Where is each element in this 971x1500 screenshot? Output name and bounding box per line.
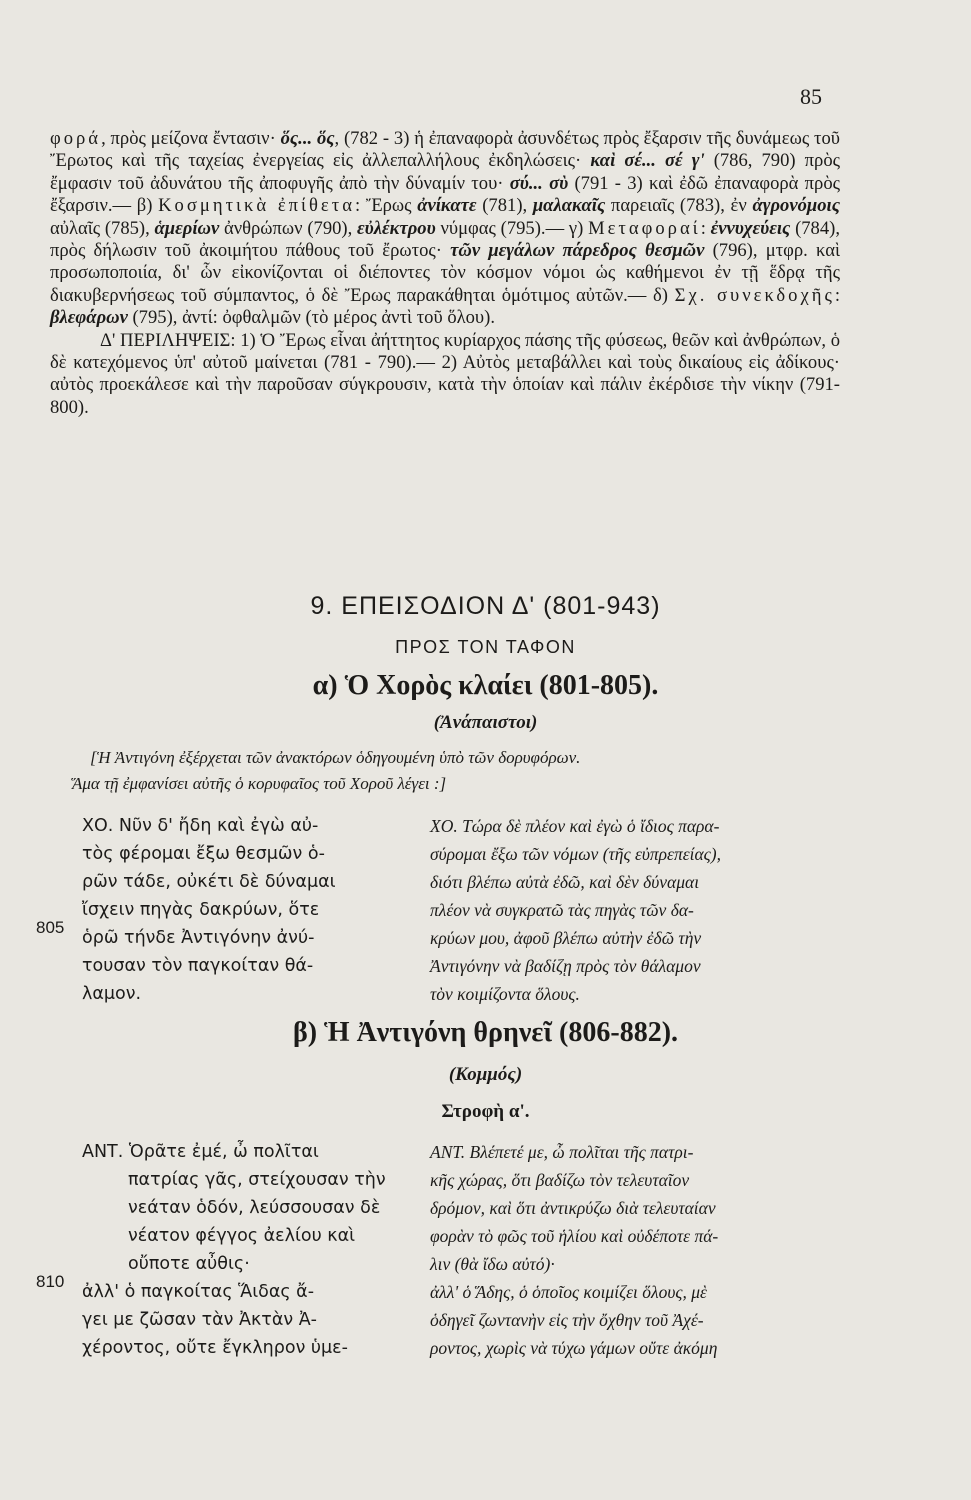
translation-line: λιν (θὰ ἴδω αὐτό)· — [430, 1254, 555, 1274]
translation-line: δρόμον, καὶ ὅτι ἀντικρύζω διὰ τελευταίαν — [430, 1198, 716, 1218]
quoted-term: ἀγρονόμοις — [752, 195, 840, 217]
translation-line: ὁδηγεῖ ζωντανὴν εἰς τὴν ὄχθην τοῦ Ἀχέ- — [430, 1310, 704, 1330]
commentary-text: (795), ἀντί: ὀφθαλμῶν (τὸ μέρος ἀντὶ τοῦ ὅλου). — [127, 307, 495, 329]
verse-line: ἀλλ' ὁ παγκοίτας Ἅιδας ἄ- — [82, 1282, 315, 1302]
verse-line: πατρίας γᾶς, στείχουσαν τὴν — [128, 1170, 386, 1190]
quoted-term: τῶν μεγάλων πάρεδρος θεσμῶν — [450, 240, 705, 262]
verse-line: ΧΟ. Νῦν δ' ἤδη καὶ ἐγὼ αὐ- — [82, 816, 319, 836]
spaced-term: Κοσμητικὰ ἐπίθετα — [158, 195, 355, 217]
translation-line: ἀλλ' ὁ Ἅδης, ὁ ὁποῖος κοιμίζει ὅλους, μὲ — [430, 1282, 707, 1302]
verse-line: νέατον φέγγος ἀελίου καὶ — [128, 1226, 356, 1246]
commentary-paragraph-figures — [50, 128, 840, 330]
commentary-text: : Ἔρως — [354, 195, 418, 217]
verse-line: οὔποτε αὖθις· — [128, 1254, 250, 1274]
stage-direction-line: Ἅμα τῇ ἐμφανίσει αὐτῆς ὁ κορυφαῖος τοῦ Χοροῦ λέγει :] — [72, 774, 447, 793]
translation-line: σύρομαι ἔξω τῶν νόμων (τῆς εὐπρεπείας), — [430, 844, 721, 864]
commentary-block — [50, 128, 840, 419]
translation-line: ΑΝΤ. Βλέπετέ με, ὦ πολῖται τῆς πατρι- — [430, 1142, 694, 1162]
quoted-term: βλεφάρων — [50, 307, 128, 329]
greek-text-section-a — [82, 812, 402, 1008]
commentary-text: , (782 - 3) ἡ ἐπαναφορὰ ἀσυνδέτως πρὸς ἔξαρσιν τῆς δυνάμεως τοῦ Ἔρωτος καὶ τῆς ταχείας ἐνεργείας εἰς ἀλλεπαλλήλους ἐκδηλώσεις· — [50, 128, 840, 172]
commentary-text: (791 - 3) καὶ ἐδῶ ἐπαναφορὰ πρὸς ἔξαρσιν.— β) — [50, 172, 840, 217]
section-b-heading: β) Ἡ Ἀντιγόνη θρηνεῖ (806-882). — [292, 1017, 679, 1048]
verse-line: ΑΝΤ. Ὁρᾶτε ἐμέ, ὦ πολῖται — [82, 1142, 319, 1162]
verse-line: ὁρῶ τήνδε Ἀντιγόνην ἀνύ- — [82, 928, 315, 948]
verse-line: τουσαν τὸν παγκοίταν θά- — [82, 956, 314, 976]
page-number: 85 — [800, 84, 822, 109]
commentary-text: αὐλαῖς (785), — [50, 217, 155, 239]
scene-title: 9. ΕΠΕΙΣΟΔΙΟΝ Δ' (801-943) — [310, 592, 661, 620]
greek-text-section-b — [82, 1138, 402, 1362]
verse-line: ἴσχειν πηγὰς δακρύων, ὅτε — [82, 900, 320, 920]
translation-line: φορὰν τὸ φῶς τοῦ ἡλίου καὶ οὐδέποτε πά- — [430, 1226, 719, 1246]
verse-line: νεάταν ὁδόν, λεύσσουσαν δὲ — [128, 1198, 381, 1218]
commentary-text: , πρὸς μείζονα ἔντασιν· — [101, 128, 281, 149]
commentary-paragraph-summaries: Δ' ΠΕΡΙΛΗΨΕΙΣ: 1) Ὁ Ἔρως εἶναι ἀήττητος κυρίαρχος πάσης τῆς φύσεως, θεῶν καὶ ἀνθρώπων, ὁ δὲ κατεχόμενος ὑπ' αὐτοῦ μαίνεται (781 - 790).— 2) Αὐτὸς μεταβάλλει καὶ τοὺς δικαίους εἰς ἀδίκους· αὐτὸς προεκάλεσε καὶ τὴν παροῦσαν σύγκρουσιν, κατὰ τὴν ὁποίαν καὶ πάλιν ἐκέρδισε τὴν νίκην (791-800). — [50, 329, 840, 418]
translation-section-a — [430, 812, 840, 1008]
commentary-text: : — [834, 284, 840, 306]
translation-line: διότι βλέπω αὐτὰ ἐδῶ, καὶ δὲν δύναμαι — [430, 872, 700, 892]
verse-line: χέροντος, οὔτε ἔγκληρον ὑμε- — [82, 1338, 348, 1358]
quoted-term: εὐλέκτρου — [357, 217, 436, 239]
spaced-term: Μεταφοραί — [588, 217, 701, 239]
translation-line: κῆς χώρας, ὅτι βαδίζω τὸν τελευταῖον — [430, 1170, 690, 1190]
quoted-term: σύ... σὺ — [509, 172, 569, 194]
translation-section-b — [430, 1138, 840, 1362]
quoted-term: ἐννυχεύεις — [710, 217, 791, 239]
quoted-term: ὅς... ὅς — [280, 128, 335, 149]
section-a-meter-note: (Ἀνάπαιστοι) — [433, 712, 538, 733]
commentary-text: παρειαῖς (783), ἐν — [605, 195, 753, 217]
section-a-heading: α) Ὁ Χορὸς κλαίει (801-805). — [312, 670, 659, 701]
scene-subtitle: ΠΡΟΣ ΤΟΝ ΤΑΦΟΝ — [395, 637, 576, 657]
quoted-term: ἀνίκατε — [417, 195, 477, 217]
section-b-meter-note: (Κομμός) — [448, 1064, 523, 1085]
translation-line: πλέον νὰ συγκρατῶ τὰς πηγὰς τῶν δα- — [430, 900, 694, 920]
stage-direction-line: [Ἡ Ἀντιγόνη ἐξέρχεται τῶν ἀνακτόρων ὁδηγουμένη ὑπὸ τῶν δορυφόρων. — [90, 748, 581, 767]
translation-line: ΧΟ. Τώρα δὲ πλέον καὶ ἐγὼ ὁ ἴδιος παρα- — [430, 816, 720, 836]
commentary-text: (784), πρὸς δήλωσιν τοῦ ἀκοιμήτου πάθους τοῦ ἔρωτος· — [50, 217, 840, 262]
commentary-text: ἀνθρώπων (790), — [219, 217, 358, 239]
commentary-text: : — [700, 217, 711, 239]
verse-line: λαμον. — [82, 984, 142, 1004]
quoted-term: μαλακαῖς — [532, 195, 606, 217]
strophe-heading: Στροφὴ α'. — [441, 1101, 530, 1122]
commentary-text: (796), μτφρ. καὶ προσωποποιία, δι' ὧν εἰκονίζονται οἱ διέποντες τὸν κόσμον νόμοι ὡς καθήμενοι ἐν τῇ ἕδρᾳ τῆς διακυβερνήσεως τοῦ σύμπαντος, ὁ δὲ Ἔρως παρακάθηται ὁμότιμος αὐτῶν.— δ) — [50, 240, 840, 306]
spaced-term: φορά — [50, 128, 102, 149]
spaced-term: Σχ. συνεκδοχῆς — [674, 284, 835, 306]
quoted-term: ἁμερίων — [154, 217, 220, 239]
line-number: 810 — [36, 1272, 65, 1291]
translation-line: Ἀντιγόνην νὰ βαδίζῃ πρὸς τὸν θάλαμον — [430, 956, 701, 976]
verse-line: ρῶν τάδε, οὐκέτι δὲ δύναμαι — [82, 872, 336, 892]
commentary-text: νύμφας (795).— γ) — [435, 217, 589, 239]
verse-line: γει με ζῶσαν τὰν Ἀκτὰν Ἀ- — [82, 1310, 317, 1330]
line-number: 805 — [36, 918, 65, 937]
commentary-text: (786, 790) πρὸς ἔμφασιν τοῦ ἀδυνάτου τῆς ἀποφυγῆς ἀπὸ τὴν δύναμίν του· — [50, 150, 840, 194]
verse-line: τὸς φέρομαι ἔξω θεσμῶν ὁ- — [82, 844, 325, 864]
commentary-text: (781), — [476, 195, 533, 217]
stage-direction — [72, 745, 832, 797]
translation-line: τὸν κοιμίζοντα ὅλους. — [430, 984, 580, 1004]
translation-line: ροντος, χωρὶς νὰ τύχω γάμων οὔτε ἀκόμη — [430, 1338, 718, 1358]
translation-line: κρύων μου, ἀφοῦ βλέπω αὐτὴν ἐδῶ τὴν — [430, 928, 702, 948]
quoted-term: καὶ σέ... σέ γ' — [590, 150, 705, 172]
